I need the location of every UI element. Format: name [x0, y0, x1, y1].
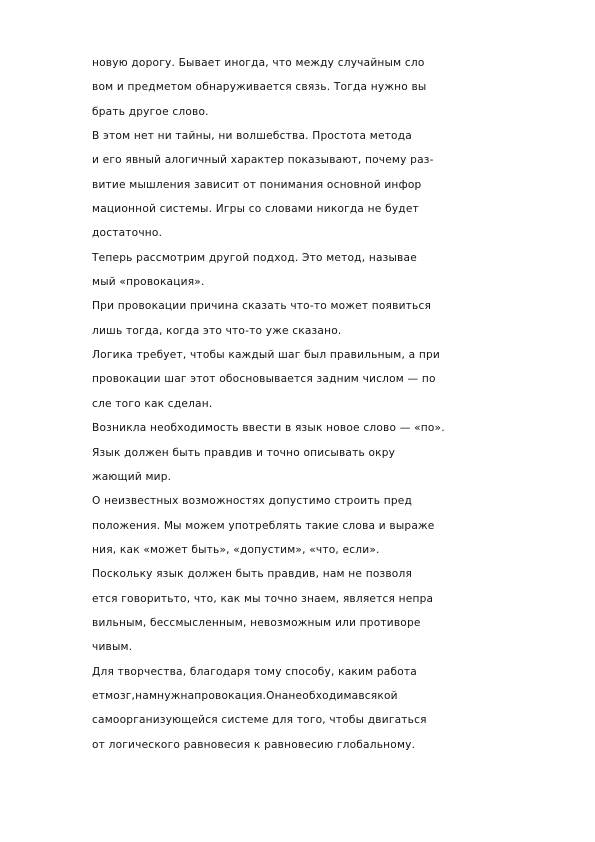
text-line: В этом нет ни тайны, ни волшебства. Простота метода [92, 130, 412, 143]
text-line: брать другое слово. [92, 105, 209, 118]
text-line: сле того как сделан. [92, 397, 213, 410]
body-text [92, 56, 562, 762]
text-line: достаточно. [92, 227, 163, 240]
text-line: О неизвестных возможностях допустимо строить пред [92, 495, 413, 508]
text-line: провокации шаг этот обосновывается задним числом — по [92, 373, 436, 386]
text-line: мый «провокация». [92, 276, 205, 289]
text-line: положения. Мы можем употреблять такие слова и выраже [92, 519, 435, 532]
text-line: Для творчества, благодаря тому способу, каким работа [92, 665, 417, 678]
text-line: лишь тогда, когда это что-то уже сказано. [92, 324, 342, 337]
text-line: ния, как «может быть», «допустим», «что, если». [92, 543, 380, 556]
text-line: мационной системы. Игры со словами никогда не будет [92, 203, 419, 216]
text-line: вильным, бессмысленным, невозможным или противоре [92, 616, 421, 629]
text-line: Возникла необходимость ввести в язык новое слово — «по». [92, 422, 445, 435]
text-line: витие мышления зависит от понимания основной инфор [92, 178, 422, 191]
text-line: жающий мир. [92, 470, 172, 483]
text-line: Логика требует, чтобы каждый шаг был правильным, а при [92, 349, 440, 362]
text-line: вом и предметом обнаруживается связь. Тогда нужно вы [92, 81, 427, 94]
text-line: от логического равновесия к равновесию глобальному. [92, 738, 416, 751]
text-line: етмозг,намнужнапровокация.Онанеобходимавсякой [92, 689, 398, 702]
text-line: При провокации причина сказать что-то может появиться [92, 300, 432, 313]
text-line: самоорганизующейся системе для того, чтобы двигаться [92, 714, 427, 727]
text-line: ется говоритьто, что, как мы точно знаем, является непра [92, 592, 434, 605]
text-line: и его явный алогичный характер показывают, почему раз- [92, 154, 434, 167]
text-line: новую дорогу. Бывает иногда, что между случайным сло [92, 57, 425, 69]
text-line: Поскольку язык должен быть правдив, нам не позволя [92, 568, 413, 581]
text-line: Язык должен быть правдив и точно описывать окру [92, 446, 396, 459]
text-line: Теперь рассмотрим другой подход. Это метод, называе [92, 251, 417, 264]
text-line: чивым. [92, 641, 133, 654]
